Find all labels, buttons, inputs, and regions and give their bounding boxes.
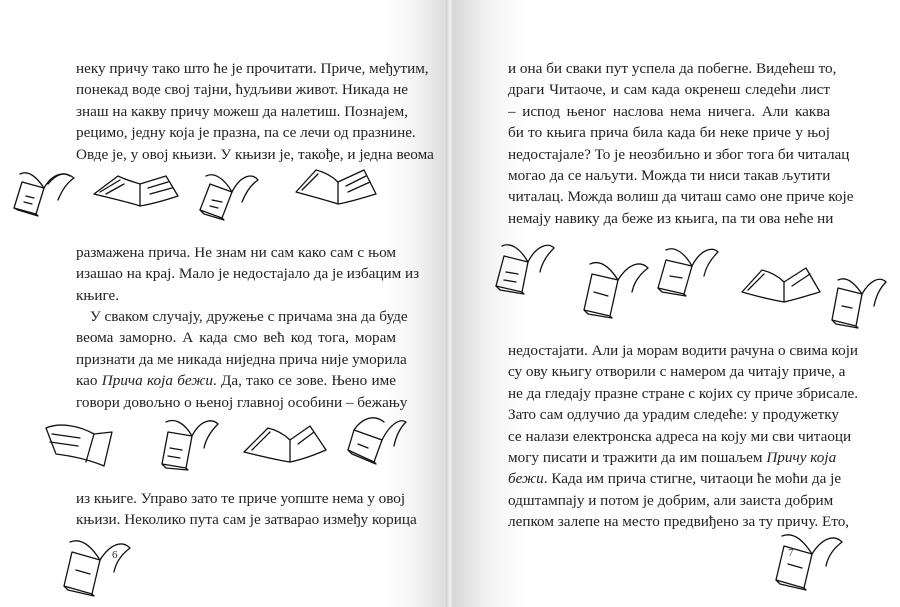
text-line: и она би сваки пут успела да побегне. Видећеш то, [508, 60, 837, 77]
flying-book-icon [496, 245, 554, 294]
text-line: књизи. Неколико пута сам је затварао између корица [76, 511, 417, 529]
text-line: – испод њеног наслова нема ничега. Али каква [508, 102, 830, 120]
text-line: неку причу тако што ће је прочитати. Приче, међутим, [76, 60, 429, 77]
story-title-italic: бежи [508, 470, 544, 488]
open-book-icon [94, 176, 178, 206]
flying-book-icon [348, 418, 406, 464]
text-line: немају навику да беже из књига, па ти ова неће ни [508, 209, 834, 227]
left-page [0, 0, 446, 607]
text-fragment: могу писати и тражити да им пошаљем [508, 449, 767, 467]
text-line: читалац. Можда волиш да читаш само оне приче које [508, 188, 854, 206]
text-line: књиге. [76, 286, 120, 304]
flying-book-icon [162, 421, 218, 470]
open-book-icon [742, 268, 820, 302]
right-text-block-1 [508, 58, 854, 229]
right-page [454, 0, 900, 607]
text-line: се налази електронска адреса на коју ми сви читаоци [508, 427, 852, 445]
story-title-italic: Причу која [766, 449, 837, 467]
flying-book-icon [14, 173, 74, 216]
book-gutter [446, 0, 454, 607]
text-line: веома заморно. А када смо већ код тога, морам [76, 329, 396, 347]
text-fragment: . Када им прича стигне, читаоци ће моћи да је [543, 470, 842, 488]
text-line: су ову књигу отворили с намером да читају приче, а [508, 363, 846, 381]
text-line: драги Читаоче, и сам када окренеш следећи лист [508, 81, 830, 99]
page-number: 7 [788, 547, 794, 559]
text-line: не да гледају празне стране с којих су приче збрисале. [508, 384, 859, 402]
text-line: знаш на какву причу можеш да налетиш. Познајем, [76, 102, 409, 120]
text-line: из књиге. Управо зато те приче уопште нема у овој [76, 490, 406, 507]
open-book-icon [296, 170, 376, 204]
corner-book-icon [64, 541, 130, 596]
text-line [508, 468, 842, 489]
flying-book-icon [200, 175, 258, 220]
text-line: могао да се наљути. Можда ти ниси такав љутити [508, 167, 831, 185]
text-line: одштампају и потом је добрим, али заиста добрим [508, 491, 834, 509]
text-line: рецимо, једну која је празна, па се лечи од празнине. [76, 124, 416, 142]
text-line: недостајати. Али ја морам водити рачуна о свима који [508, 342, 859, 359]
text-fragment: . Да, тако се зове. Њено име [212, 372, 397, 390]
text-line: лепком залепе на место предвиђено за ту причу. Ето, [508, 513, 850, 531]
flying-book-icon [658, 249, 718, 296]
text-line: размажена прича. Не знам ни сам како сам с њом [76, 244, 396, 261]
left-text-block-3 [76, 306, 408, 413]
text-line: Зато сам одлучио да урадим следеће: у продужетку [508, 406, 840, 424]
text-line [508, 447, 837, 468]
text-line: недостајале? То је неозбиљно и због тога би читалац [508, 145, 850, 163]
open-book-icon [46, 425, 112, 466]
text-fragment: као [76, 372, 102, 390]
text-line: би то књига прича била када би неке приче у њој [508, 124, 830, 142]
text-line: понекад воде свој тајни, ћудљиви живот. Никада не [76, 81, 409, 99]
flying-book-icon [584, 263, 648, 318]
page-number: 6 [112, 549, 118, 561]
text-line: говори довољно о њеној главној особини – бежању [76, 393, 408, 411]
left-text-block-2 [76, 242, 420, 306]
corner-book-icon [776, 535, 842, 590]
text-line: признати да ме никада ниједна прича није уморила [76, 350, 407, 368]
open-book-icon [244, 426, 326, 462]
text-line: Овде је, у овој књизи. У књизи је, такође, и једна веома [76, 145, 434, 163]
left-text-block-1 [76, 58, 434, 165]
left-text-block-4 [76, 488, 417, 531]
flying-book-icon [832, 279, 886, 328]
right-text-block-2 [508, 340, 859, 533]
text-line: изашао на крај. Мало је недостајало да је избацим из [76, 265, 420, 283]
story-title-italic: Прича која бежи [101, 372, 213, 390]
text-line: У сваком случају, дружење с причама зна да буде [90, 308, 408, 325]
text-line [76, 370, 396, 391]
